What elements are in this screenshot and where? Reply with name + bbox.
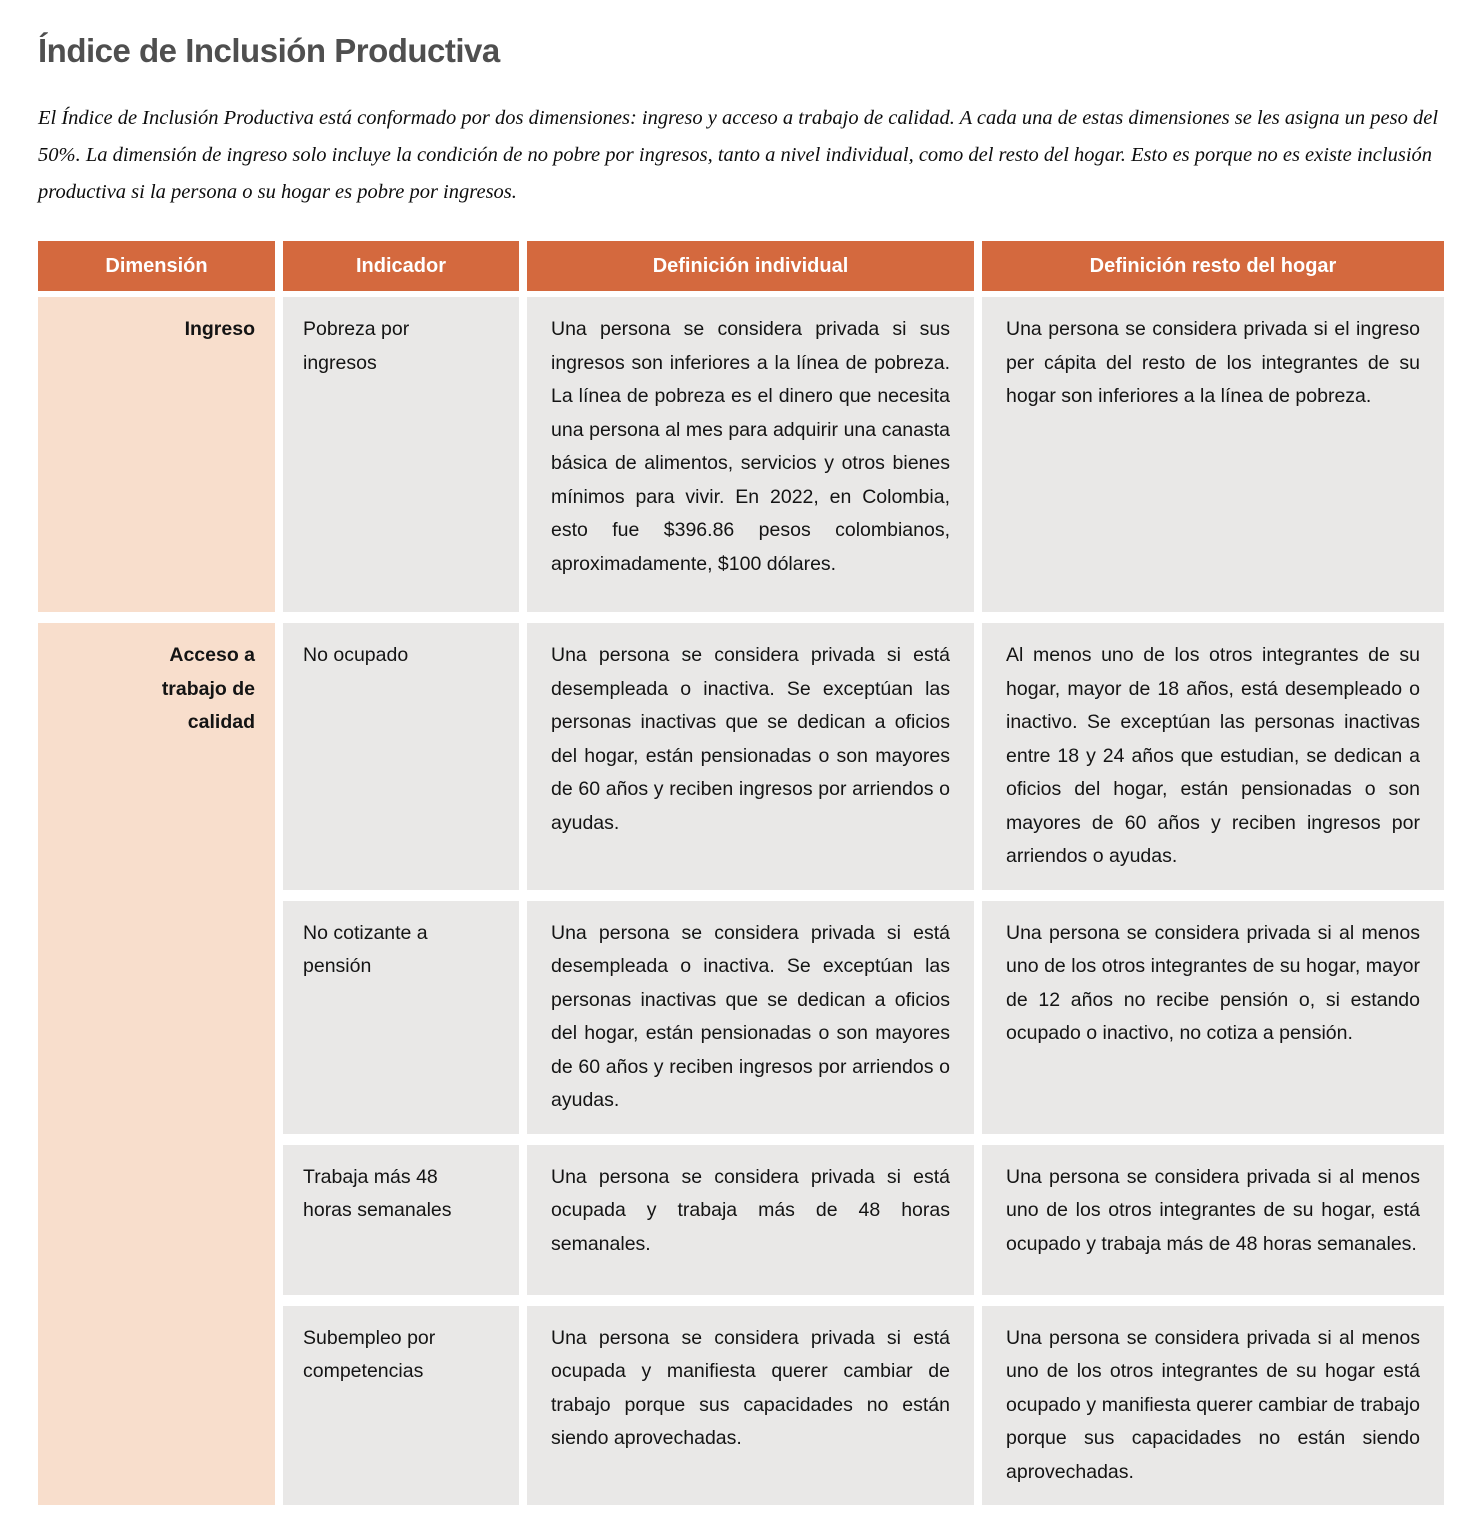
page-title: Índice de Inclusión Productiva xyxy=(38,32,500,69)
header-individual-definition: Definición individual xyxy=(527,241,974,291)
household-definition-cell: Una persona se considera privada si el ingreso per cápita del resto de los integrantes de su hogar son inferiores a la línea de pobreza. xyxy=(982,297,1444,612)
header-rest-of-household-definition: Definición resto del hogar xyxy=(982,241,1444,291)
household-definition-cell: Al menos uno de los otros integrantes de su hogar, mayor de 18 años, está desempleado o inactivo. Se exceptúan las personas inactivas entre 18 y 24 años que estudian, se dedican a oficios del hogar, están pensionadas o son mayores de 60 años y reciben ingresos por arriendos o ayudas. xyxy=(982,623,1444,890)
dimension-cell-acceso-trabajo-calidad: Acceso a trabajo de calidad xyxy=(38,623,275,1505)
header-dimension: Dimensión xyxy=(38,241,275,291)
individual-definition-cell: Una persona se considera privada si está desempleada o inactiva. Se exceptúan las personas inactivas que se dedican a oficios del hogar, están pensionadas o son mayores de 60 años y reciben ingresos por arriendos o ayudas. xyxy=(527,901,974,1134)
household-definition-cell: Una persona se considera privada si al menos uno de los otros integrantes de su hogar, está ocupado y trabaja más de 48 horas semanales. xyxy=(982,1145,1444,1295)
intro-paragraph: El Índice de Inclusión Productiva está conformado por dos dimensiones: ingreso y acceso a trabajo de calidad. A cada una de estas dimensiones se les asigna un peso del 50%. La dimensión de ingreso solo incluye la condición de no pobre por ingresos, tanto a nivel individual, como del resto del hogar. Esto es porque no es existe inclusión productiva si la persona o su hogar es pobre por ingresos. xyxy=(38,107,1439,203)
productive-inclusion-table xyxy=(38,241,1444,1505)
household-definition-cell: Una persona se considera privada si al menos uno de los otros integrantes de su hogar está ocupado y manifiesta querer cambiar de trabajo porque sus capacidades no están siendo aprovechadas. xyxy=(982,1306,1444,1506)
indicator-cell: No cotizante a pensión xyxy=(283,901,519,1134)
indicator-cell: No ocupado xyxy=(283,623,519,890)
indicator-cell: Subempleo por competencias xyxy=(283,1306,519,1506)
table-header-row xyxy=(38,241,1444,291)
household-definition-cell: Una persona se considera privada si al menos uno de los otros integrantes de su hogar, mayor de 12 años no recibe pensión o, si estando ocupado o inactivo, no cotiza a pensión. xyxy=(982,901,1444,1134)
table-body xyxy=(38,297,1444,1505)
individual-definition-cell: Una persona se considera privada si sus ingresos son inferiores a la línea de pobreza. La línea de pobreza es el dinero que necesita una persona al mes para adquirir una canasta básica de alimentos, servicios y otros bienes mínimos para vivir. En 2022, en Colombia, esto fue $396.86 pesos colombianos, aproximadamente, $100 dólares. xyxy=(527,297,974,612)
individual-definition-cell: Una persona se considera privada si está desempleada o inactiva. Se exceptúan las personas inactivas que se dedican a oficios del hogar, están pensionadas o son mayores de 60 años y reciben ingresos por arriendos o ayudas. xyxy=(527,623,974,890)
individual-definition-cell: Una persona se considera privada si está ocupada y manifiesta querer cambiar de trabajo porque sus capacidades no están siendo aprovechadas. xyxy=(527,1306,974,1506)
individual-definition-cell: Una persona se considera privada si está ocupada y trabaja más de 48 horas semanales. xyxy=(527,1145,974,1295)
header-indicator: Indicador xyxy=(283,241,519,291)
indicator-cell: Pobreza por ingresos xyxy=(283,297,519,612)
indicator-cell: Trabaja más 48 horas semanales xyxy=(283,1145,519,1295)
dimension-cell-ingreso: Ingreso xyxy=(38,297,275,612)
